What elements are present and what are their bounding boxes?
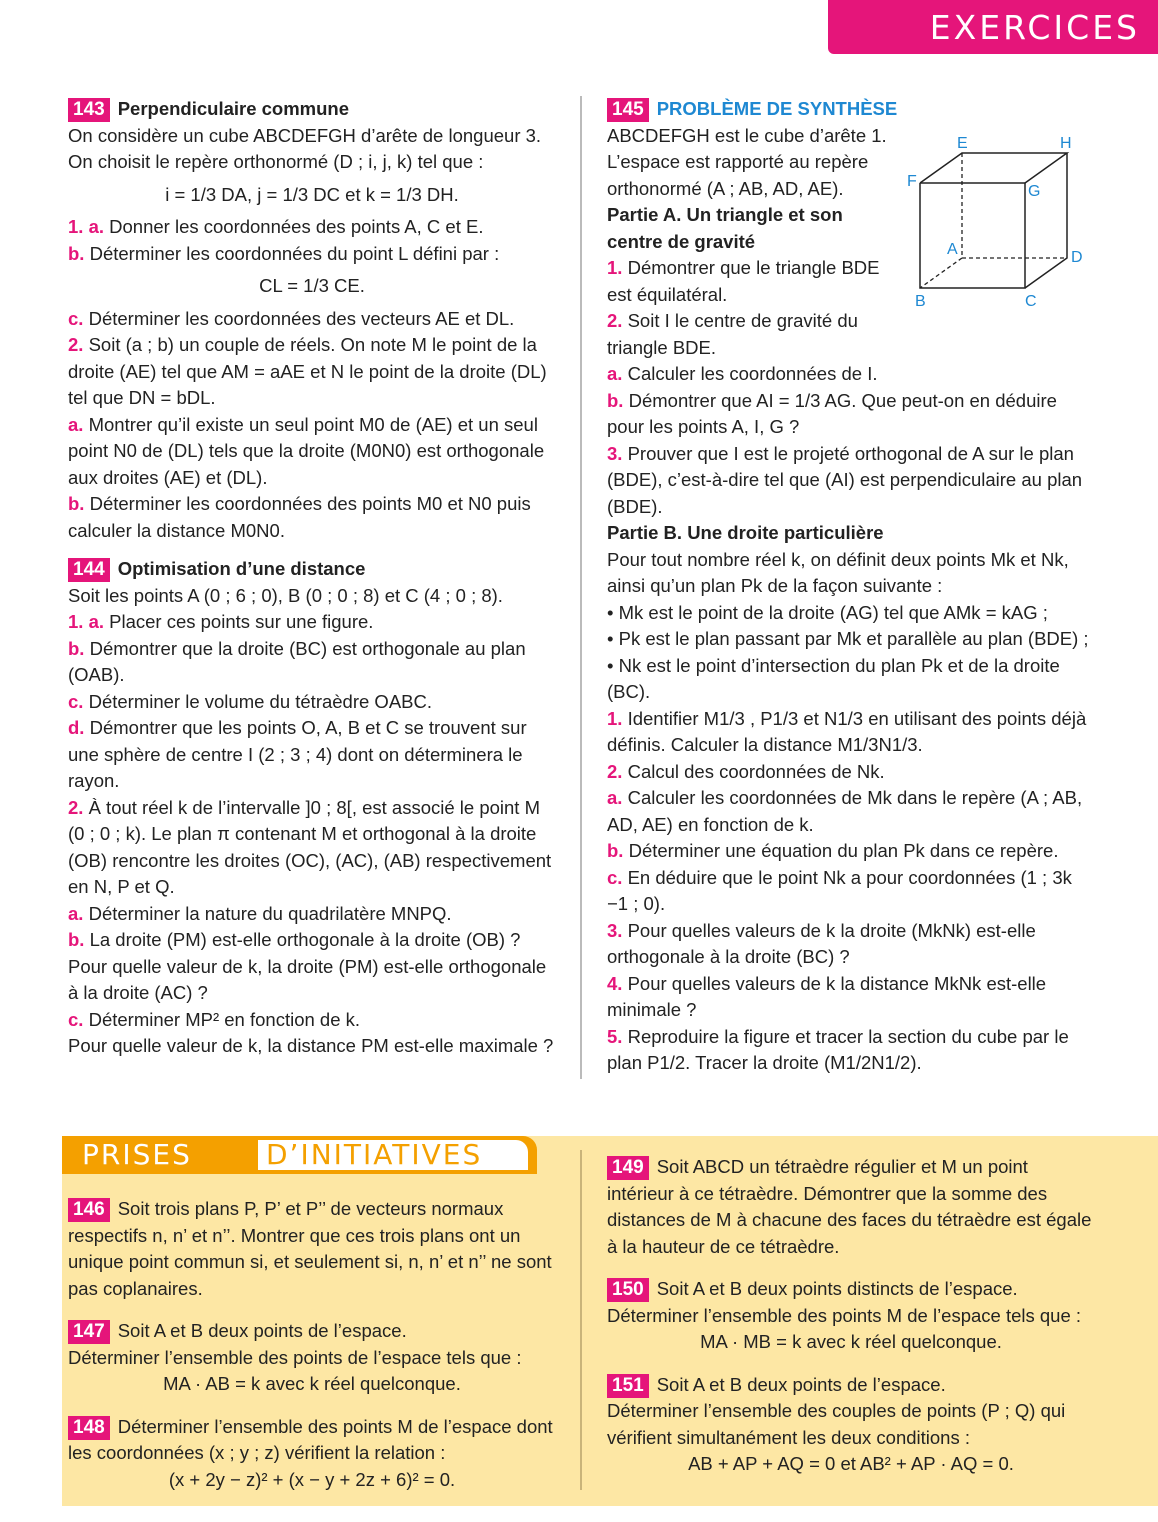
question-text: À tout réel k de l’intervalle ]0 ; 8[, est associé le point M (0 ; 0 ; k). Le plan π contenant M et orthogonal à la droite (OB) rencontre les droites (OC), (AC), (AB) respectivement en N, P et Q.: [68, 796, 552, 897]
question-text: Déterminer les coordonnées des points M0 et N0 puis calculer la distance M0N0.: [68, 493, 531, 541]
question-label: c.: [68, 690, 84, 712]
bullet-item: • Mk est le point de la droite (AG) tel que AMk = kAG ;: [607, 601, 1048, 623]
question: [607, 361, 1095, 388]
question: [607, 308, 892, 361]
question-text: Reproduire la figure et tracer la section du cube par le plan P1/2. Tracer la droite (M1/2N1/2).: [607, 1025, 1069, 1073]
question-label: 1.: [607, 707, 623, 729]
cube-label-C: C: [1025, 293, 1037, 310]
question-label: 1. a.: [68, 216, 104, 237]
question-label: 1. a.: [68, 611, 104, 632]
text-line: Déterminer l’ensemble des couples de points (P ; Q) qui vérifient simultanément les deux conditions :: [607, 1400, 1066, 1448]
exercise-148: [68, 1414, 556, 1467]
exercise-text: Déterminer l’ensemble des points M de l’espace dont les coordonnées (x ; y ; z) vérifient la relation :: [68, 1415, 553, 1463]
exercise-145-heading: [607, 96, 1095, 123]
prises-left-column: [68, 1196, 556, 1493]
question-label: 2.: [607, 310, 623, 331]
question-label: 3.: [607, 919, 623, 941]
question: [607, 918, 1095, 971]
exercise-text: Soit A et B deux points distincts de l’espace.: [656, 1278, 1018, 1299]
question: [68, 332, 556, 412]
question: [607, 1024, 1095, 1077]
exercise-147: [68, 1318, 556, 1345]
cube-label-F: F: [907, 173, 917, 190]
question-text: Pour quelles valeurs de k la droite (MkNk) est-elle orthogonale à la droite (BC) ?: [607, 919, 1036, 967]
question-text: Déterminer les coordonnées des vecteurs AE et DL.: [88, 307, 515, 329]
question: [68, 1007, 556, 1034]
exercise-150: [607, 1276, 1095, 1303]
exercise-title: PROBLÈME DE SYNTHÈSE: [656, 98, 898, 119]
exercise-number: 150: [607, 1278, 649, 1302]
exercise-number: 148: [68, 1416, 110, 1440]
question-label: 2.: [68, 334, 84, 355]
question-text: Calculer les coordonnées de Mk dans le repère (A ; AB, AD, AE) en fonction de k.: [607, 787, 1083, 835]
text-line: Pour quelle valeur de k, la droite (PM) est-elle orthogonale à la droite (AC) ?: [68, 955, 547, 1003]
text-line: On considère un cube ABCDEFGH d’arête de longueur 3.: [68, 124, 542, 146]
question-text: Soit (a ; b) un couple de réels. On note M le point de la droite (AE) tel que AM = aAE et N le point de la droite (DL) tel que DN = bDL.: [68, 334, 547, 408]
question-label: c.: [607, 866, 623, 888]
question-label: 4.: [607, 972, 623, 994]
question-text: Pour quelles valeurs de k la distance MkNk est-elle minimale ?: [607, 972, 1047, 1020]
header-banner: [828, 0, 1158, 54]
left-column: [68, 96, 556, 1060]
text-line: Pour quelle valeur de k, la distance PM est-elle maximale ?: [68, 1035, 554, 1056]
question-label: a.: [607, 787, 623, 808]
text-line: L’espace est rapporté au repère orthonormé (A ; AB, AD, AE).: [607, 151, 869, 199]
prises-column-divider: [580, 1150, 582, 1490]
cube-label-E: E: [957, 135, 968, 152]
question: [607, 971, 1095, 1024]
question-text: Démontrer que le triangle BDE est équilatéral.: [607, 257, 880, 305]
question-label: 3.: [607, 442, 623, 464]
question-label: 5.: [607, 1025, 623, 1047]
question-label: b.: [68, 929, 85, 950]
question: [68, 927, 556, 954]
question: [68, 491, 556, 544]
question-text: Calculer les coordonnées de I.: [627, 363, 878, 384]
exercise-number: 151: [607, 1374, 649, 1398]
question: [607, 865, 1095, 918]
question-label: a.: [68, 413, 84, 435]
question: [607, 255, 892, 308]
cube-label-G: G: [1028, 183, 1041, 200]
cube-edge-hidden: [920, 258, 962, 288]
question-text: Déterminer le volume du tétraèdre OABC.: [88, 690, 433, 712]
equation: (x + 2y − z)² + (x − y + 2z + 6)² = 0.: [168, 1468, 456, 1490]
exercise-number: 146: [68, 1198, 110, 1222]
part-a-heading: Partie A. Un triangle et son centre de gravité: [607, 204, 843, 252]
question-label: a.: [607, 363, 623, 384]
question-text: Démontrer que AI = 1/3 AG. Que peut-on en déduire pour les points A, I, G ?: [607, 389, 1057, 437]
question-label: 2.: [607, 760, 623, 782]
cube-figure: [905, 128, 1095, 313]
cube-top-face: [920, 153, 1067, 183]
question: [68, 636, 556, 689]
question-text: En déduire que le point Nk a pour coordonnées (1 ; 3k −1 ; 0).: [607, 866, 1072, 914]
question-label: b.: [68, 242, 85, 264]
cube-label-B: B: [915, 293, 926, 310]
question-text: Démontrer que la droite (BC) est orthogonale au plan (OAB).: [68, 637, 526, 685]
question-text: Calcul des coordonnées de Nk.: [627, 760, 885, 782]
question: [607, 388, 1095, 441]
exercise-text: Soit ABCD un tétraèdre régulier et M un point intérieur à ce tétraèdre. Démontrer que la somme des distances de M à chacune des faces du tétraèdre est égale à la hauteur de ce tétraèdre.: [607, 1156, 1092, 1257]
equation: MA · AB = k avec k réel quelconque.: [163, 1373, 461, 1394]
exercise-number: 147: [68, 1320, 110, 1344]
question: [607, 759, 1095, 786]
question: [68, 306, 556, 333]
question: [68, 412, 556, 492]
question-text: Déterminer les coordonnées du point L défini par :: [89, 242, 500, 264]
question-text: Placer ces points sur une figure.: [109, 611, 374, 632]
equation: AB + AP + AQ = 0 et AB² + AP · AQ = 0.: [688, 1453, 1014, 1474]
exercise-text: Soit trois plans P, P’ et P’’ de vecteurs normaux respectifs n, n’ et n’’. Montrer que ces trois plans ont un unique point commun si, et seulement si, n, n’ et n’’ ne sont pas coplanaires.: [68, 1198, 552, 1299]
question: [68, 241, 556, 268]
question-text: Prouver que I est le projeté orthogonal de A sur le plan (BDE), c’est-à-dire tel que (AI) est perpendiculaire au plan (BDE).: [607, 442, 1083, 517]
question-text: Déterminer la nature du quadrilatère MNPQ.: [88, 902, 452, 924]
question-label: a.: [68, 902, 84, 924]
exercise-number: 144: [68, 558, 110, 582]
equation: CL = 1/3 CE.: [259, 275, 365, 296]
prises-title-part1: PRISES: [82, 1138, 192, 1171]
text-line: ABCDEFGH est le cube d’arête 1.: [607, 124, 887, 146]
question: [68, 901, 556, 928]
question-label: b.: [607, 389, 624, 411]
cube-label-D: D: [1071, 249, 1083, 266]
question: [607, 785, 1095, 838]
question-label: c.: [68, 1008, 84, 1030]
exercise-title: Perpendiculaire commune: [117, 98, 350, 119]
prises-right-column: [607, 1154, 1095, 1478]
question: [68, 715, 556, 795]
question: [68, 609, 556, 636]
question: [68, 689, 556, 716]
text-line: Déterminer l’ensemble des points de l’espace tels que :: [68, 1346, 522, 1368]
exercise-146: [68, 1196, 556, 1302]
equation: i = 1/3 DA, j = 1/3 DC et k = 1/3 DH.: [165, 183, 459, 205]
question-text: Déterminer une équation du plan Pk dans ce repère.: [628, 840, 1059, 861]
question-label: 1.: [607, 257, 623, 278]
question-text: Démontrer que les points O, A, B et C se trouvent sur une sphère de centre I (2 ; 3 ; 4) dont on déterminera le rayon.: [68, 717, 527, 791]
question-label: 2.: [68, 796, 84, 818]
question-label: b.: [68, 637, 85, 659]
column-divider: [580, 96, 582, 1079]
question-label: b.: [607, 840, 624, 861]
bullet-item: • Pk est le plan passant par Mk et parallèle au plan (BDE) ;: [607, 628, 1089, 649]
exercise-144-heading: [68, 556, 556, 583]
question: [607, 706, 1095, 759]
exercise-143-heading: [68, 96, 556, 123]
exercise-151: [607, 1372, 1095, 1399]
question-text: Donner les coordonnées des points A, C et E.: [109, 216, 484, 237]
question-label: b.: [68, 493, 85, 514]
question: [607, 441, 1095, 521]
text-line: Déterminer l’ensemble des points M de l’espace tels que :: [607, 1304, 1082, 1326]
exercise-149: [607, 1154, 1095, 1260]
question-label: d.: [68, 717, 85, 738]
prises-title-part2: D’INITIATIVES: [266, 1138, 483, 1171]
question-text: Montrer qu’il existe un seul point M0 de (AE) et un seul point N0 de (DL) tels que la droite (M0N0) est orthogonale aux droites (AE) et (DL).: [68, 413, 545, 488]
question-text: Identifier M1/3 , P1/3 et N1/3 en utilisant des points déjà définis. Calculer la distance M1/3N1/3.: [607, 707, 1087, 755]
question: [607, 838, 1095, 865]
question-text: Soit I le centre de gravité du triangle BDE.: [607, 310, 858, 358]
question: [68, 214, 556, 241]
exercise-number: 149: [607, 1156, 649, 1180]
bullet-item: • Nk est le point d’intersection du plan Pk et de la droite (BC).: [607, 654, 1060, 702]
exercise-text: Soit A et B deux points de l’espace.: [117, 1320, 407, 1341]
exercise-number: 143: [68, 98, 110, 122]
exercise-number: 145: [607, 98, 649, 122]
question-label: c.: [68, 307, 84, 329]
question: [68, 795, 556, 901]
equation: MA · MB = k avec k réel quelconque.: [700, 1331, 1002, 1352]
cube-right-face: [1025, 153, 1067, 288]
exercise-title: Optimisation d’une distance: [117, 558, 366, 579]
exercise-text: Soit A et B deux points de l’espace.: [656, 1373, 946, 1395]
question-text: Déterminer MP² en fonction de k.: [88, 1008, 361, 1030]
text-line: Pour tout nombre réel k, on définit deux points Mk et Nk, ainsi qu’un plan Pk de la façon suivante :: [607, 548, 1069, 596]
text-line: Soit les points A (0 ; 6 ; 0), B (0 ; 0 ; 8) et C (4 ; 0 ; 8).: [68, 584, 503, 606]
question-text: La droite (PM) est-elle orthogonale à la droite (OB) ?: [89, 929, 521, 950]
part-b-heading: Partie B. Une droite particulière: [607, 522, 884, 543]
cube-label-A: A: [947, 241, 958, 258]
cube-label-H: H: [1060, 135, 1072, 152]
text-line: On choisit le repère orthonormé (D ; i, j, k) tel que :: [68, 151, 484, 172]
cube-front-face: [920, 183, 1025, 288]
banner-title: EXERCICES: [929, 8, 1140, 47]
